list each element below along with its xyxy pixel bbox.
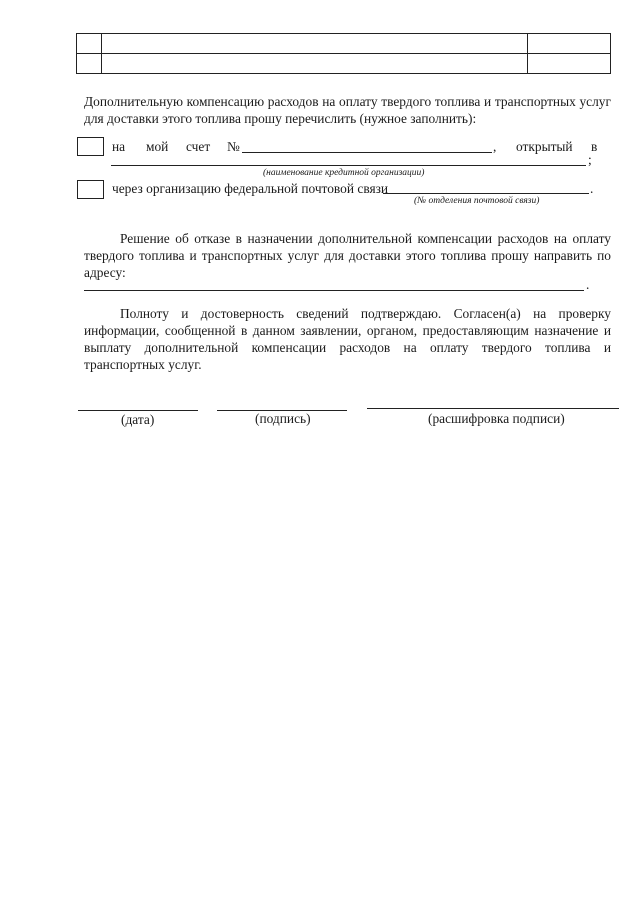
date-caption: (дата) bbox=[121, 412, 155, 427]
account-number-field[interactable] bbox=[242, 152, 492, 153]
bank-name-semicolon: ; bbox=[588, 152, 592, 167]
post-office-field[interactable] bbox=[383, 193, 589, 194]
account-word-3: счет bbox=[186, 139, 211, 154]
date-field[interactable] bbox=[78, 410, 198, 411]
signature-caption: (подпись) bbox=[255, 411, 311, 426]
bank-name-caption: (наименование кредитной организации) bbox=[263, 168, 425, 178]
post-office-caption: (№ отделения почтовой связи) bbox=[414, 196, 540, 206]
account-word-2: мой bbox=[146, 139, 169, 154]
top-table bbox=[76, 33, 611, 74]
account-comma: , bbox=[493, 139, 497, 154]
refusal-paragraph: Решение об отказе в назначении дополнительной компенсации расходов на оплату твердого топлива и транспортных услуг для доставки этого топлива прошу направить по адресу: bbox=[84, 231, 611, 280]
account-opened-word: открытый bbox=[516, 139, 573, 154]
account-word-1: на bbox=[112, 139, 126, 154]
post-option-label: через организацию федеральной почтовой связи bbox=[112, 181, 389, 196]
account-number-sign: № bbox=[227, 139, 240, 154]
account-in-word: в bbox=[591, 139, 598, 154]
table-column-divider bbox=[101, 34, 102, 73]
compensation-intro: Дополнительную компенсацию расходов на оплату твердого топлива и транспортных услуг для доставки этого топлива прошу перечислить (нужное заполнить): bbox=[84, 94, 611, 126]
signature-decoding-field[interactable] bbox=[367, 408, 619, 409]
bank-name-field[interactable] bbox=[111, 165, 586, 166]
post-office-period: . bbox=[590, 181, 594, 196]
refusal-address-field[interactable] bbox=[84, 290, 584, 291]
decoding-caption: (расшифровка подписи) bbox=[428, 411, 565, 426]
table-column-divider bbox=[527, 34, 528, 73]
account-checkbox[interactable] bbox=[77, 137, 104, 156]
refusal-period: . bbox=[586, 277, 590, 292]
confirmation-paragraph: Полноту и достоверность сведений подтверждаю. Согласен(а) на проверку информации, сообщенной в данном заявлении, органом, предоставляющим назначение и выплату дополнительной компенсации расходов на оплату твердого топлива и транспортных услуг. bbox=[84, 306, 611, 372]
table-row-divider bbox=[77, 53, 610, 54]
post-checkbox[interactable] bbox=[77, 180, 104, 199]
